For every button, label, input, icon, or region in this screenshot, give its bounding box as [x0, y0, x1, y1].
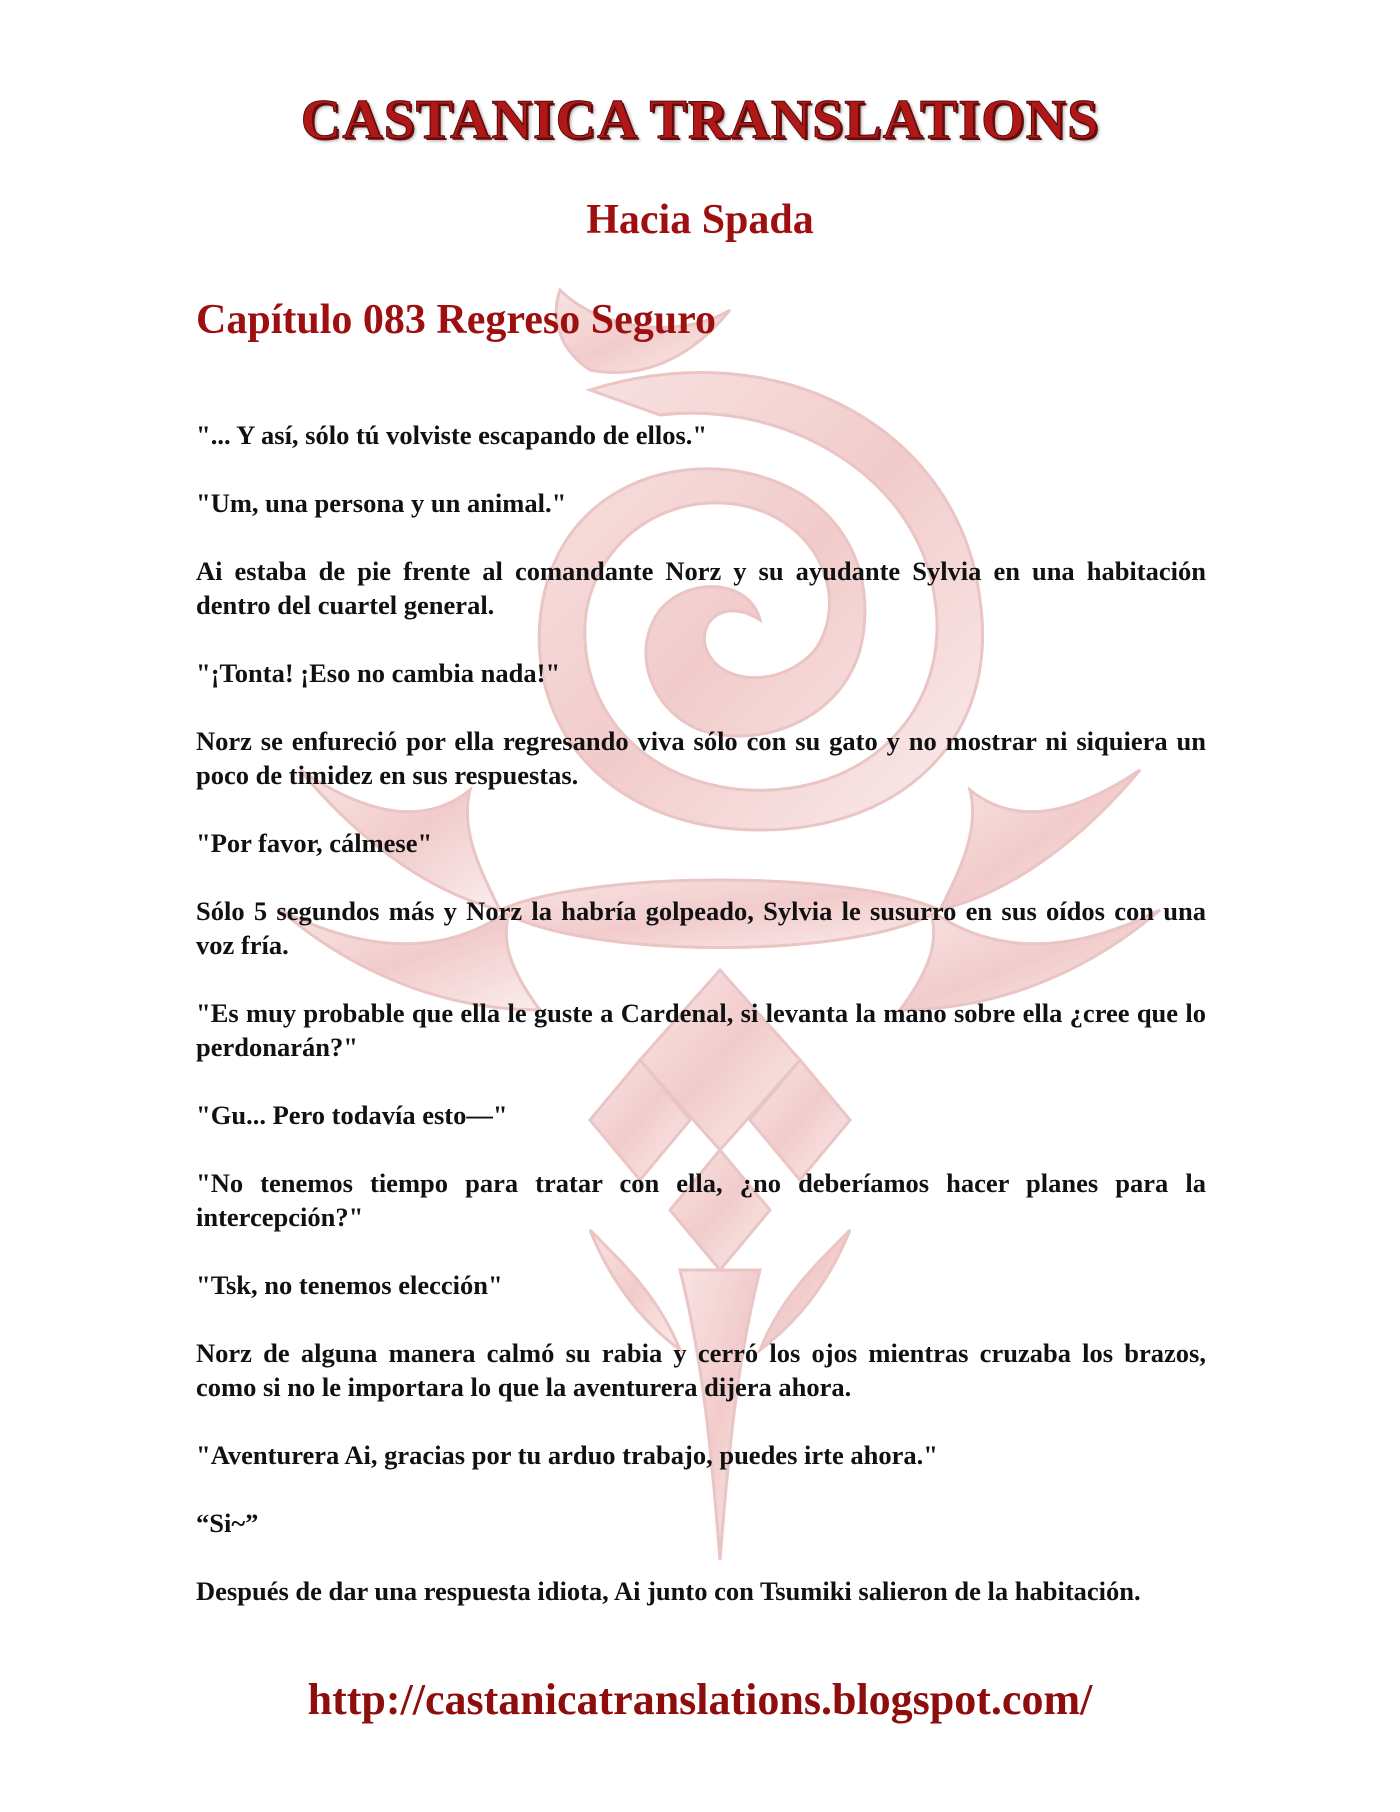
paragraph: "Tsk, no tenemos elección" — [196, 1270, 503, 1300]
paragraph: Ai estaba de pie frente al comandante Norz y su ayudante Sylvia en una habitación dentro del cuartel general. — [196, 556, 1206, 620]
paragraph: Norz se enfureció por ella regresando viva sólo con su gato y no mostrar ni siquiera un poco de timidez en sus respuestas. — [196, 726, 1206, 790]
paragraph: "Por favor, cálmese" — [196, 828, 433, 858]
chapter-body — [196, 418, 1206, 1642]
chapter-heading: Capítulo 083 Regreso Seguro — [196, 297, 716, 343]
brand-logo-text: CASTANICA TRANSLATIONS — [300, 89, 1100, 151]
paragraph: "¡Tonta! ¡Eso no cambia nada!" — [196, 658, 561, 688]
novel-title: Hacia Spada — [586, 197, 814, 243]
paragraph: "No tenemos tiempo para tratar con ella, ¿no deberíamos hacer planes para la intercepción?" — [196, 1168, 1206, 1232]
paragraph: "Gu... Pero todavía esto—" — [196, 1100, 508, 1130]
paragraph: "Um, una persona y un animal." — [196, 488, 567, 518]
paragraph: Sólo 5 segundos más y Norz la habría golpeado, Sylvia le susurro en sus oídos con una voz fría. — [196, 896, 1206, 960]
paragraph: Norz de alguna manera calmó su rabia y cerró los ojos mientras cruzaba los brazos, como si no le importara lo que la aventurera dijera ahora. — [196, 1338, 1206, 1402]
paragraph: "Aventurera Ai, gracias por tu arduo trabajo, puedes irte ahora." — [196, 1440, 938, 1470]
paragraph: Después de dar una respuesta idiota, Ai junto con Tsumiki salieron de la habitación. — [196, 1576, 1141, 1606]
paragraph: "Es muy probable que ella le guste a Cardenal, si levanta la mano sobre ella ¿cree que lo perdonarán?" — [196, 998, 1206, 1062]
paragraph: "... Y así, sólo tú volviste escapando de ellos." — [196, 420, 708, 450]
footer-blog-link[interactable]: http://castanicatranslations.blogspot.com/ — [307, 1675, 1093, 1724]
paragraph: “Si~” — [196, 1508, 259, 1538]
